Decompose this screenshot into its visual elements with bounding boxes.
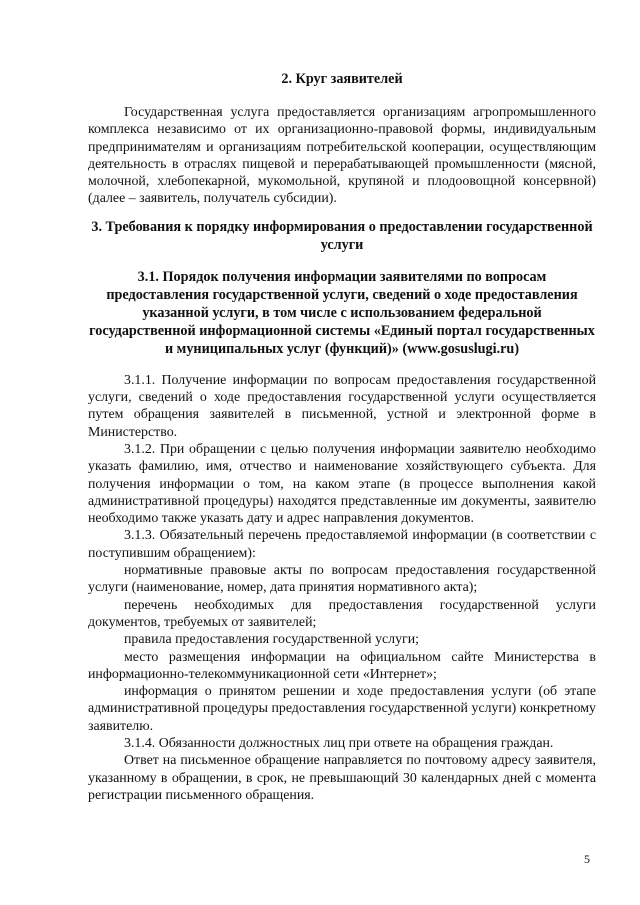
section-2-heading: 2. Круг заявителей <box>281 71 403 87</box>
paragraph-3-1-2: 3.1.2. При обращении с целью получения информации заявителю необходимо указать фамилию, имя, отчество и наименование хозяйствующего субъекта. Для получения информации о том, на каком этапе (в процессе выполнения какой административной процедуры) находятся представленные им документы, заявителю необходимо также указать дату и адрес направления документов. <box>88 441 596 527</box>
page-number: 5 <box>584 852 590 866</box>
section-3-1-heading: 3.1. Порядок получения информации заявителями по вопросам предоставления государственной услуги, сведений о ходе предоставления указанной услуги, в том числе с использованием федеральной государственной информационной системы «Единый портал государственных и муниципальных услуг (функций)» (www.gosuslugi.ru) <box>89 268 595 357</box>
list-item-decision-info: информация о принятом решении и ходе предоставления услуги (об этапе административной процедуры предоставления государственной услуги) конкретному заявителю. <box>88 684 596 734</box>
section-2-paragraph: Государственная услуга предоставляется организациям агропромышленного комплекса независимо от их организационно-правовой формы, индивидуальным предпринимателям и организациям потребительской кооперации, осуществляющим деятельность в отраслях пищевой и перерабатывающей промышленности (мясной, молочной, хлебопекарной, мукомольной, крупяной и плодоовощной консервной) (далее – заявитель, получатель субсидии). <box>88 105 596 207</box>
list-item-website: место размещения информации на официальном сайте Министерства в информационно-телекоммуникационной сети «Интернет»; <box>88 649 596 682</box>
list-item-rules: правила предоставления государственной услуги; <box>124 632 420 648</box>
paragraph-3-1-1: 3.1.1. Получение информации по вопросам предоставления государственной услуги, сведений о ходе предоставления государственной услуги осуществляется путем обращения заявителей в письменной, устной и электронной форме в Министерство. <box>88 372 596 440</box>
document-page <box>88 70 596 804</box>
paragraph-3-1-4: 3.1.4. Обязанности должностных лиц при ответе на обращения граждан. <box>124 736 554 752</box>
paragraph-3-1-3: 3.1.3. Обязательный перечень предоставляемой информации (в соответствии с поступившим обращением): <box>88 528 596 561</box>
list-item-normative-acts: нормативные правовые акты по вопросам предоставления государственной услуги (наименование, номер, дата принятия нормативного акта); <box>88 563 596 596</box>
paragraph-written-response: Ответ на письменное обращение направляется по почтовому адресу заявителя, указанному в обращении, в срок, не превышающий 30 календарных дней с момента регистрации письменного обращения. <box>88 753 596 803</box>
list-item-required-documents: перечень необходимых для предоставления государственной услуги документов, требуемых от заявителей; <box>88 597 596 630</box>
section-3-heading: 3. Требования к порядку информирования о предоставлении государственной услуги <box>91 218 593 253</box>
